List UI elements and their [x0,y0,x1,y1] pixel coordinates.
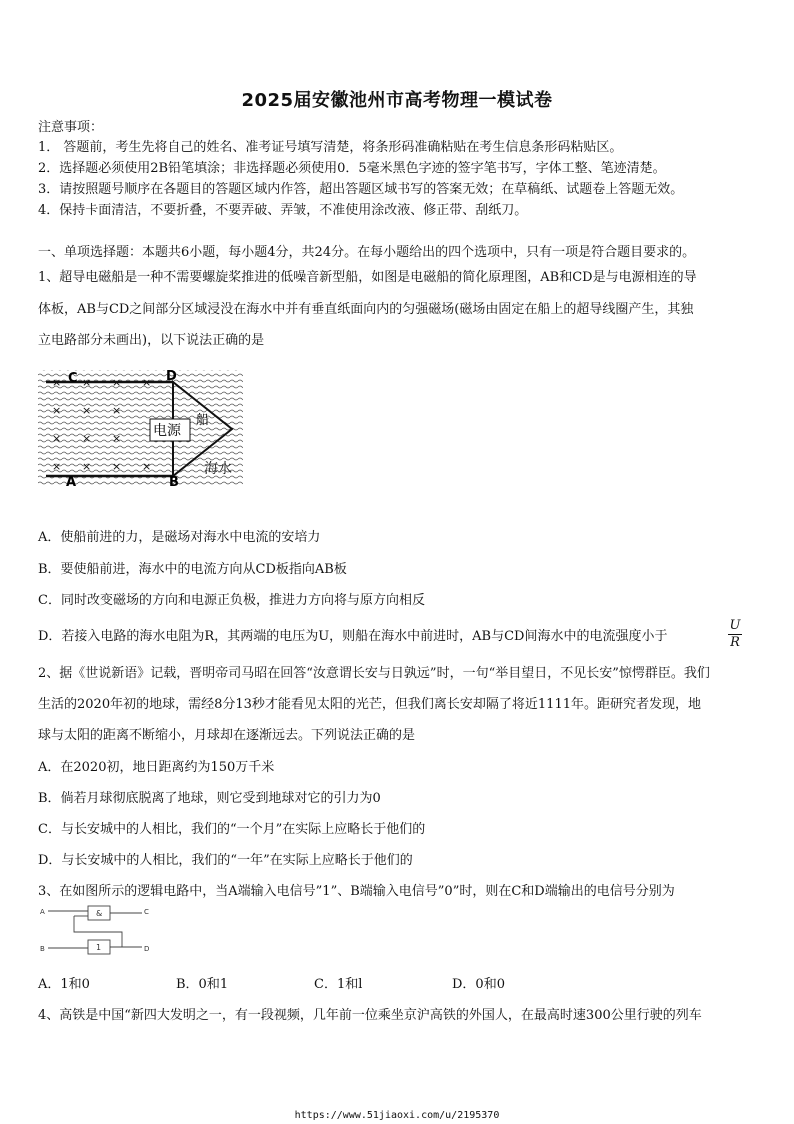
option-b: B．0和1 [176,977,229,992]
option-b: B．要使船前进，海水中的电流方向从CD板指向AB板 [38,562,347,577]
field-x-mark: × [112,460,122,473]
question-text: 2、据《世说新语》记载，晋明帝司马昭在回答“汝意谓长安与日孰远”时，一句“举目望日，不见长安”惊愕群臣。我们 [38,666,710,681]
field-x-mark: × [82,432,92,445]
sea-label: 海水 [204,461,232,477]
question-text: 3、在如图所示的逻辑电路中，当A端输入电信号”1”、B端输入电信号”0”时，则在C和D端输出的电信号分别为 [38,884,675,899]
label-c: C [68,371,78,386]
field-x-mark: × [52,432,62,445]
output-c-label: C [144,908,149,916]
label-d: D [166,369,177,384]
field-x-mark: × [82,376,92,389]
page-title: 2025届安徽池州市高考物理一模试卷 [241,90,553,111]
input-b-label: B [40,945,45,953]
option-c: C．同时改变磁场的方向和电源正负极，推进力方向将与原方向相反 [38,593,425,608]
label-b: B [169,475,179,490]
field-x-mark: × [52,404,62,417]
input-a-label: A [40,908,45,916]
ship-diagram [38,366,248,490]
logic-circuit [38,902,158,964]
option-row [38,977,505,993]
question-text: 体板，AB与CD之间部分区域浸没在海水中并有垂直纸面向内的匀强磁场(磁场由固定在船上的超导线圈产生，其独 [38,302,694,317]
question-text: 4、高铁是中国“新四大发明之一，有一段视频，几年前一位乘坐京沪高铁的外国人，在最高时速300公里行驶的列车 [38,1008,702,1023]
fraction-denominator: R [730,635,740,650]
field-x-mark: × [112,404,122,417]
fraction-u-over-r [728,618,742,651]
power-label: 电源 [153,423,181,439]
field-x-mark: × [52,460,62,473]
option-c: C．1和l [314,977,363,992]
not-gate-symbol: 1 [96,943,102,952]
notice-item: 1． 答题前，考生先将自己的姓名、准考证号填写清楚，将条形码准确粘贴在考生信息条形码粘贴区。 [38,140,623,155]
question-text: 立电路部分未画出)，以下说法正确的是 [38,333,265,348]
option-d: D．若接入电路的海水电阻为R，其两端的电压为U，则船在海水中前进时，AB与CD间海水中的电流强度小于 [38,629,668,644]
and-gate-symbol: & [96,909,103,918]
field-x-mark: × [82,460,92,473]
field-x-mark: × [142,460,152,473]
notice-heading: 注意事项： [38,120,104,135]
field-x-mark: × [112,376,122,389]
ship-label: 船 [196,413,210,428]
option-d: D．与长安城中的人相比，我们的“一年”在实际上应略长于他们的 [38,853,413,868]
option-a: A．使船前进的力，是磁场对海水中电流的安培力 [38,530,321,545]
label-a: A [66,475,77,490]
option-a: A．在2020初，地日距离约为150万千米 [38,760,275,775]
footer-url: https://www.51jiaoxi.com/u/2195370 [294,1110,500,1121]
option-c: C．与长安城中的人相比，我们的“一个月”在实际上应略长于他们的 [38,822,426,837]
notice-item: 2．选择题必须使用2B铅笔填涂；非选择题必须使用0．5毫米黑色字迹的签字笔书写，字体工整、笔迹清楚。 [38,161,666,176]
question-text: 生活的2020年初的地球，需经8分13秒才能看见太阳的光芒，但我们离长安却隔了将近1111年。距研究者发现，地 [38,697,701,712]
field-x-mark: × [142,376,152,389]
field-x-mark: × [52,376,62,389]
section-heading: 一、单项选择题：本题共6小题，每小题4分，共24分。在每小题给出的四个选项中，只有一项是符合题目要求的。 [38,245,696,260]
option-d: D．0和0 [452,977,505,992]
field-x-mark: × [82,404,92,417]
question-text: 1、超导电磁船是一种不需要螺旋桨推进的低噪音新型船，如图是电磁船的简化原理图，AB和CD是与电源相连的导 [38,270,697,285]
option-b: B．倘若月球彻底脱离了地球，则它受到地球对它的引力为0 [38,791,381,806]
field-x-mark: × [112,432,122,445]
output-d-label: D [144,945,150,953]
notice-item: 3．请按照题号顺序在各题目的答题区域内作答，超出答题区域书写的答案无效；在草稿纸、试题卷上答题无效。 [38,182,684,197]
question-text: 球与太阳的距离不断缩小，月球却在逐渐远去。下列说法正确的是 [38,728,416,743]
fraction-numerator: U [729,618,741,633]
option-a: A．1和0 [38,977,90,992]
notice-item: 4．保持卡面清洁，不要折叠，不要弄破、弄皱，不准使用涂改液、修正带、刮纸刀。 [38,203,528,218]
